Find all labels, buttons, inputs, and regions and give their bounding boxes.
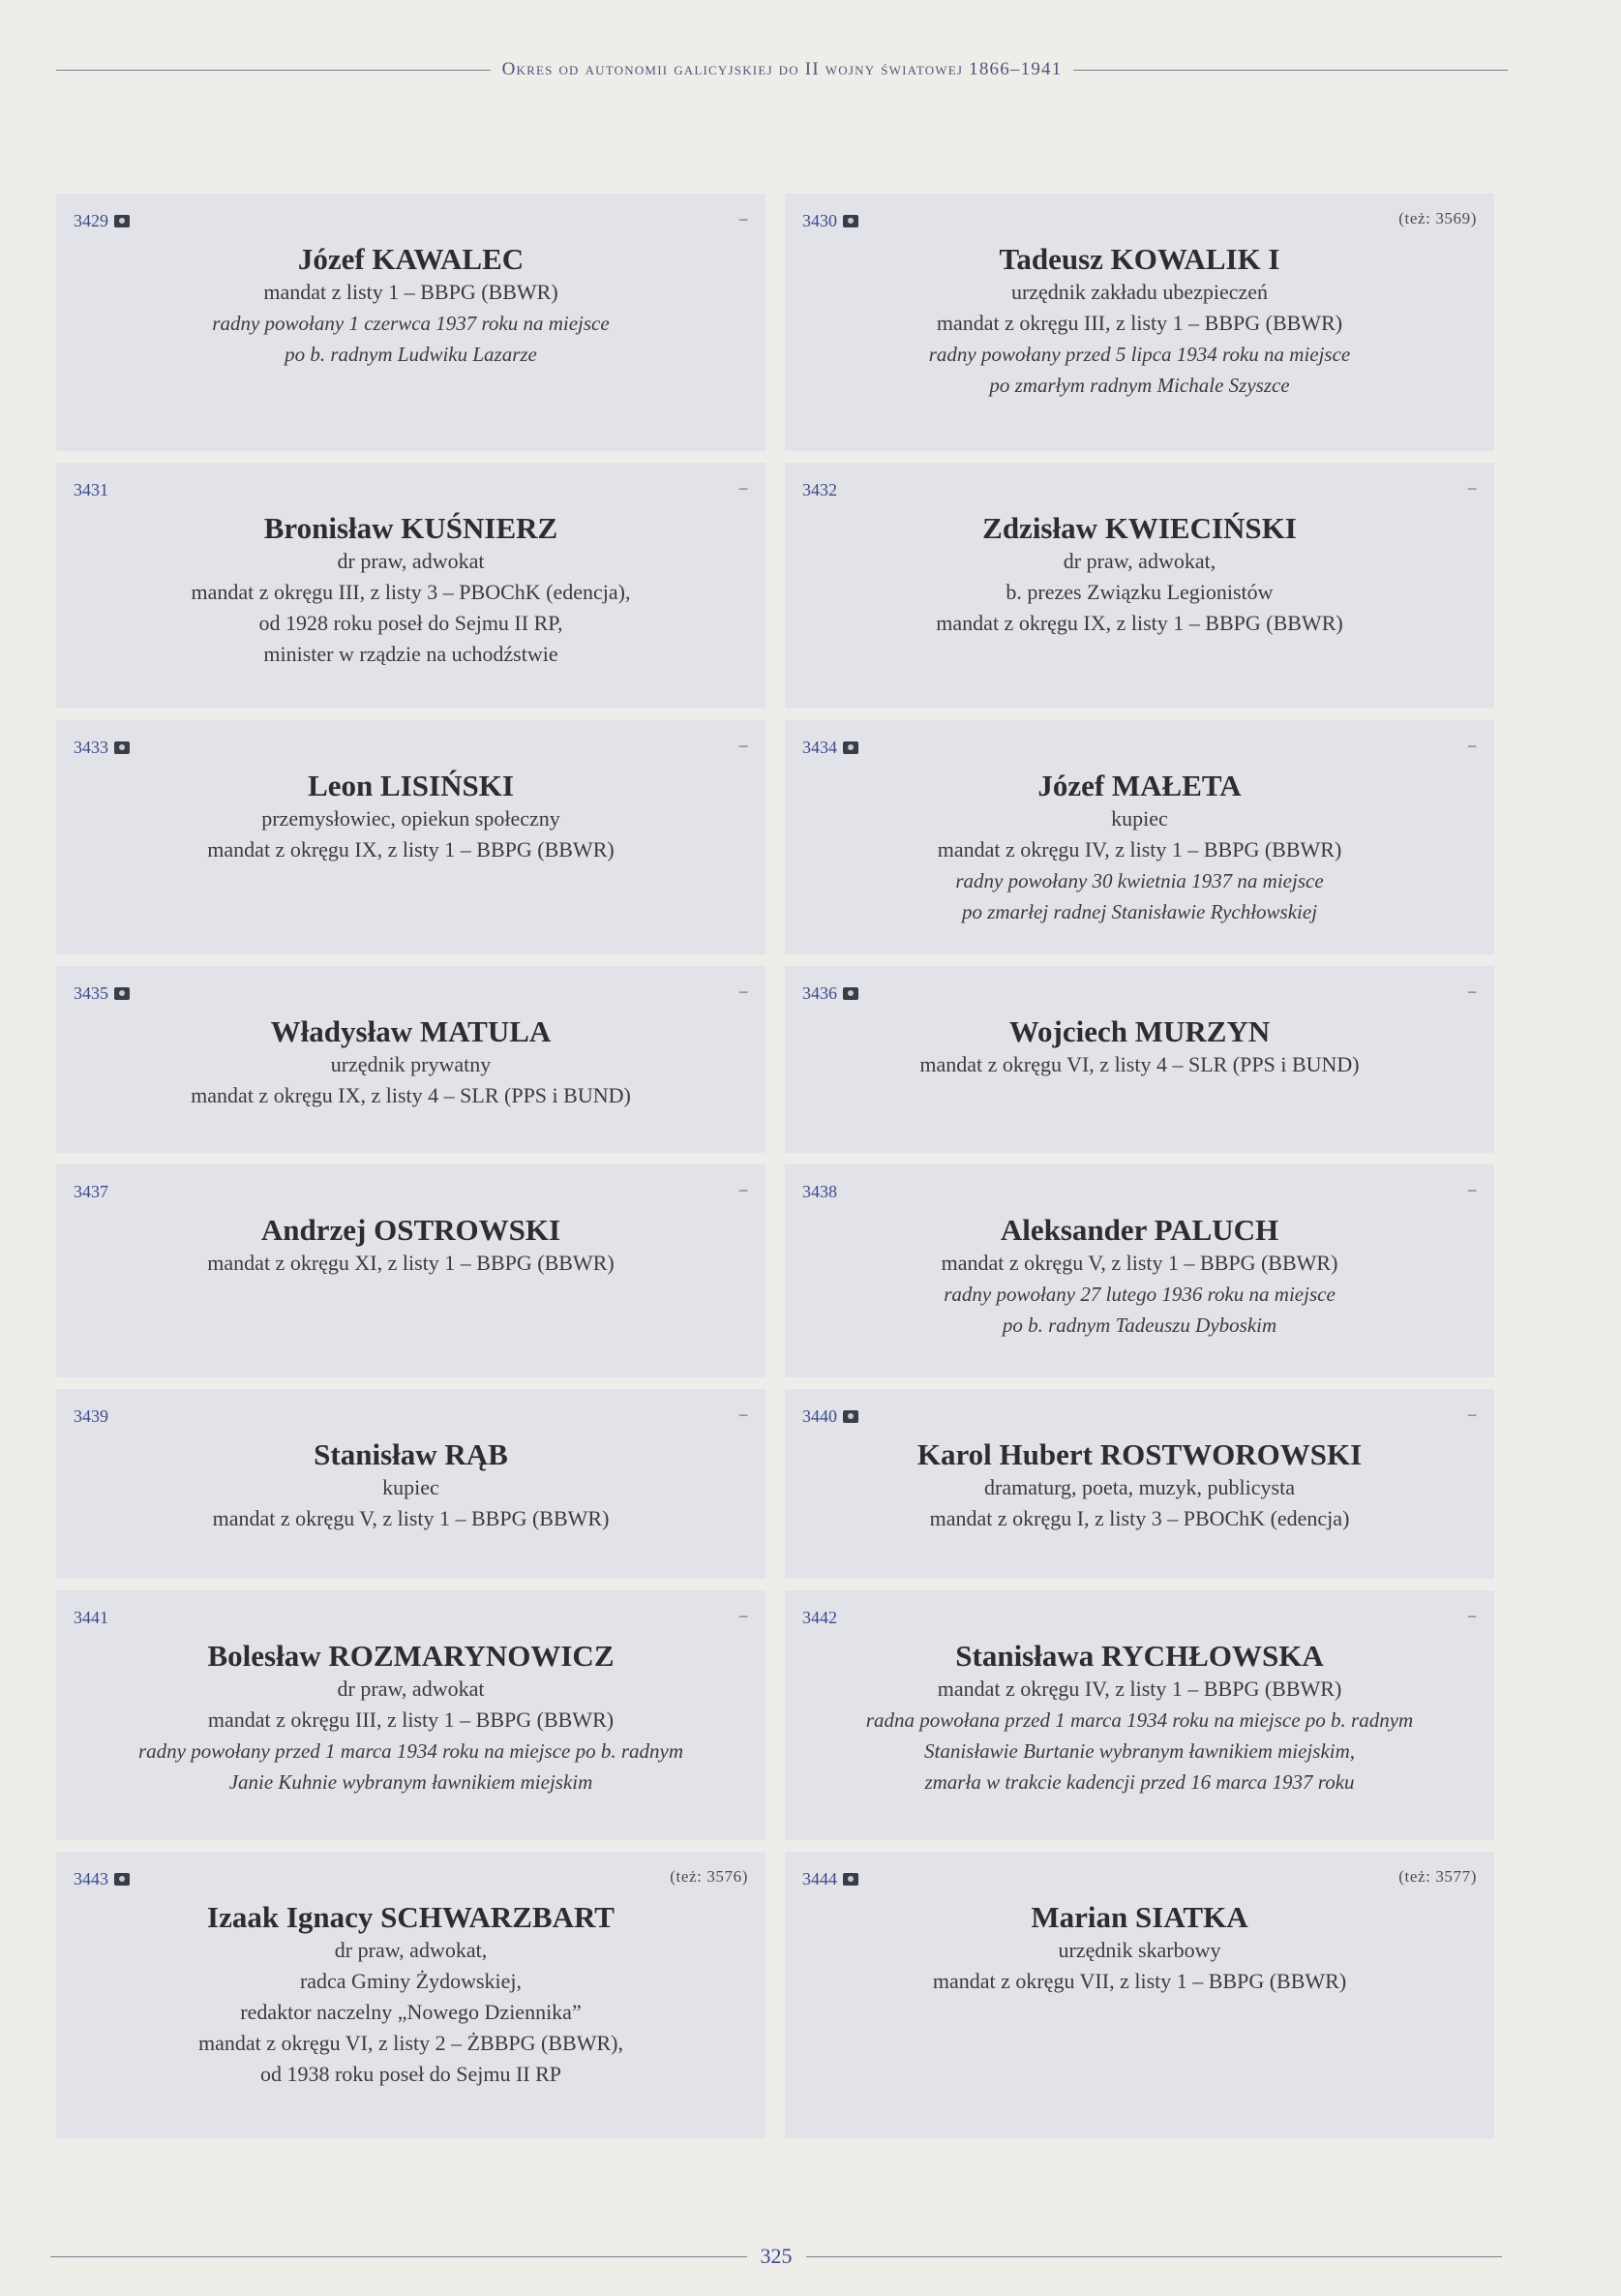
entry-detail: minister w rządzie na uchodźstwie [263, 642, 558, 666]
photo-icon [843, 987, 858, 1000]
entry-note: po b. radnym Tadeuszu Dyboskim [1002, 1314, 1277, 1337]
photo-icon [843, 215, 858, 227]
entry-card [56, 720, 765, 954]
header-rule-left [56, 70, 491, 71]
entry-detail: kupiec [382, 1475, 439, 1499]
entry-number [802, 211, 858, 231]
entry-card [785, 1590, 1494, 1840]
entry-detail: urzędnik zakładu ubezpieczeń [1010, 280, 1269, 304]
entry-note: radny powołany 1 czerwca 1937 roku na miejsce [212, 312, 610, 335]
entry-detail: mandat z okręgu IX, z listy 4 – SLR (PPS i BUND) [191, 1083, 631, 1107]
entry-number-text: 3430 [802, 211, 837, 230]
entry-reference: – [738, 736, 748, 754]
entry-card [56, 463, 765, 709]
entry-detail: mandat z okręgu VII, z listy 1 – BBPG (BBWR) [932, 1969, 1347, 1993]
entry-number [802, 1608, 837, 1628]
footer-rule-right [806, 2256, 1503, 2257]
entry-card [56, 1590, 765, 1840]
entry-name: Władysław MATULA [270, 1014, 552, 1048]
entry-detail: mandat z okręgu IX, z listy 1 – BBPG (BBWR) [207, 837, 615, 861]
entry-number-text: 3429 [74, 211, 108, 230]
entry-reference: – [738, 1405, 748, 1423]
entry-number-text: 3439 [74, 1406, 108, 1426]
entry-name: Bolesław ROZMARYNOWICZ [207, 1639, 615, 1673]
entry-reference: – [738, 1606, 748, 1624]
entry-card [785, 194, 1494, 451]
entry-card [785, 1389, 1494, 1579]
entry-detail: mandat z okręgu VI, z listy 4 – SLR (PPS i BUND) [919, 1052, 1360, 1076]
entry-number [74, 1869, 130, 1889]
entry-name: Izaak Ignacy SCHWARZBART [207, 1900, 615, 1934]
entry-name: Andrzej OSTROWSKI [260, 1213, 561, 1247]
photo-icon [843, 741, 858, 754]
entry-name: Stanisław RĄB [314, 1437, 508, 1471]
entry-number [74, 480, 108, 500]
entry-card [56, 1164, 765, 1377]
entry-reference: – [738, 209, 748, 227]
entry-number-text: 3443 [74, 1869, 108, 1888]
entry-number-text: 3431 [74, 480, 108, 499]
entry-note: radna powołana przed 1 marca 1934 roku na miejsce po b. radnym [865, 1708, 1414, 1732]
entry-number [74, 1406, 108, 1427]
entry-reference: – [738, 478, 748, 497]
entry-number [74, 1182, 108, 1202]
entry-name: Karol Hubert ROSTWOROWSKI [916, 1437, 1363, 1471]
entry-number-text: 3432 [802, 480, 837, 499]
entry-card [785, 1852, 1494, 2138]
entry-card [56, 1852, 765, 2138]
entry-detail: mandat z okręgu V, z listy 1 – BBPG (BBWR) [212, 1506, 610, 1530]
entry-note: po b. radnym Ludwiku Lazarze [285, 343, 537, 366]
entry-reference: (też: 3577) [1398, 1867, 1477, 1886]
entry-number-text: 3434 [802, 738, 837, 757]
entry-number [74, 1608, 108, 1628]
entry-number-text: 3438 [802, 1182, 837, 1201]
entry-number [802, 983, 858, 1004]
entry-name: Marian SIATKA [1031, 1900, 1248, 1934]
entry-detail: mandat z okręgu VI, z listy 2 – ŻBBPG (BBWR), [198, 2031, 623, 2055]
entry-detail: mandat z okręgu IV, z listy 1 – BBPG (BBWR) [937, 837, 1342, 861]
entry-detail: dr praw, adwokat [337, 549, 485, 573]
entry-detail: mandat z okręgu I, z listy 3 – PBOChK (edencja) [929, 1506, 1350, 1530]
entry-detail: mandat z okręgu III, z listy 1 – BBPG (BBWR) [936, 311, 1343, 335]
entry-detail: mandat z listy 1 – BBPG (BBWR) [263, 280, 558, 304]
entry-number-text: 3435 [74, 983, 108, 1003]
entry-reference: – [1467, 736, 1477, 754]
entry-name: Tadeusz KOWALIK I [999, 242, 1280, 276]
entry-number-text: 3444 [802, 1869, 837, 1888]
entry-number-text: 3436 [802, 983, 837, 1003]
entry-note: radny powołany przed 5 lipca 1934 roku na miejsce [928, 343, 1351, 366]
entry-detail: b. prezes Związku Legionistów [1006, 580, 1274, 604]
entry-detail: mandat z okręgu V, z listy 1 – BBPG (BBWR) [941, 1251, 1338, 1275]
entry-detail: mandat z okręgu III, z listy 1 – BBPG (BBWR) [207, 1707, 615, 1732]
entry-reference: – [1467, 1180, 1477, 1198]
entry-card [785, 966, 1494, 1153]
page-footer [50, 2241, 1502, 2272]
entry-note: Janie Kuhnie wybranym ławnikiem miejskim [228, 1770, 593, 1794]
photo-icon [114, 1873, 130, 1886]
entry-number [802, 1406, 858, 1427]
entry-number-text: 3437 [74, 1182, 108, 1201]
header-title: Okres od autonomii galicyjskiej do II wojny światowej 1866–1941 [501, 59, 1063, 79]
entry-detail: przemysłowiec, opiekun społeczny [261, 806, 560, 831]
entry-reference: – [738, 982, 748, 1000]
entry-note: zmarła w trakcie kadencji przed 16 marca 1937 roku [924, 1770, 1355, 1794]
entry-detail: mandat z okręgu IX, z listy 1 – BBPG (BBWR) [936, 611, 1343, 635]
entry-note: radny powołany 27 lutego 1936 roku na miejsce [944, 1283, 1336, 1306]
entry-card [785, 720, 1494, 954]
photo-icon [114, 215, 130, 227]
entry-name: Zdzisław KWIECIŃSKI [982, 511, 1297, 545]
entry-reference: – [1467, 1405, 1477, 1423]
entry-detail: urzędnik skarbowy [1058, 1938, 1221, 1962]
entry-note: po zmarłej radnej Stanisławie Rychłowskiej [961, 900, 1318, 923]
entry-note: po zmarłym radnym Michale Szyszce [989, 374, 1290, 397]
entry-detail: mandat z okręgu III, z listy 3 – PBOChK (edencja), [191, 580, 631, 604]
entry-name: Leon LISIŃSKI [308, 769, 514, 802]
entry-detail: redaktor naczelny „Nowego Dziennika” [240, 2000, 582, 2024]
entry-number-text: 3441 [74, 1608, 108, 1627]
footer-rule-left [50, 2256, 747, 2257]
entry-detail: dr praw, adwokat, [334, 1938, 488, 1962]
page-number: 325 [760, 2244, 793, 2268]
entry-number [802, 1869, 858, 1889]
entry-detail: urzędnik prywatny [330, 1052, 492, 1076]
entry-number-text: 3433 [74, 738, 108, 757]
entry-name: Bronisław KUŚNIERZ [263, 511, 558, 545]
entry-detail: mandat z okręgu IV, z listy 1 – BBPG (BBWR) [937, 1677, 1342, 1701]
entry-name: Stanisława RYCHŁOWSKA [955, 1639, 1324, 1673]
entry-reference: – [1467, 478, 1477, 497]
entry-card [785, 463, 1494, 709]
entry-detail: dr praw, adwokat, [1063, 549, 1216, 573]
entry-number [74, 211, 130, 231]
entry-card [785, 1164, 1494, 1377]
photo-icon [114, 987, 130, 1000]
entries-grid [56, 194, 1494, 2150]
photo-icon [114, 741, 130, 754]
entry-reference: (też: 3569) [1398, 209, 1477, 227]
entry-detail: mandat z okręgu XI, z listy 1 – BBPG (BBWR) [207, 1251, 615, 1275]
entry-number [802, 1182, 837, 1202]
header-rule-right [1073, 70, 1508, 71]
photo-icon [843, 1873, 858, 1886]
entry-card [56, 1389, 765, 1579]
entry-reference: – [1467, 1606, 1477, 1624]
entry-detail: dr praw, adwokat [337, 1677, 485, 1701]
entry-note: Stanisławie Burtanie wybranym ławnikiem miejskim, [923, 1739, 1356, 1763]
running-header [56, 50, 1508, 89]
entry-number-text: 3440 [802, 1406, 837, 1426]
entry-number [802, 480, 837, 500]
entry-reference: – [1467, 982, 1477, 1000]
entry-card [56, 966, 765, 1153]
entry-card [56, 194, 765, 451]
entry-number [74, 983, 130, 1004]
entry-detail: kupiec [1111, 806, 1168, 831]
entry-number [802, 738, 858, 758]
entry-detail: od 1928 roku poseł do Sejmu II RP, [258, 611, 563, 635]
entry-name: Józef MAŁETA [1037, 769, 1242, 802]
photo-icon [843, 1410, 858, 1423]
entry-reference: – [738, 1180, 748, 1198]
entry-detail: dramaturg, poeta, muzyk, publicysta [984, 1475, 1295, 1499]
entry-reference: (też: 3576) [670, 1867, 748, 1886]
entry-detail: radca Gminy Żydowskiej, [299, 1969, 523, 1993]
entry-number-text: 3442 [802, 1608, 837, 1627]
entry-name: Józef KAWALEC [297, 242, 525, 276]
entry-name: Aleksander PALUCH [1000, 1213, 1279, 1247]
entry-number [74, 738, 130, 758]
entry-note: radny powołany przed 1 marca 1934 roku na miejsce po b. radnym [137, 1739, 684, 1763]
entry-name: Wojciech MURZYN [1008, 1014, 1271, 1048]
entry-note: radny powołany 30 kwietnia 1937 na miejsce [955, 869, 1324, 892]
entry-detail: od 1938 roku poseł do Sejmu II RP [259, 2062, 562, 2086]
